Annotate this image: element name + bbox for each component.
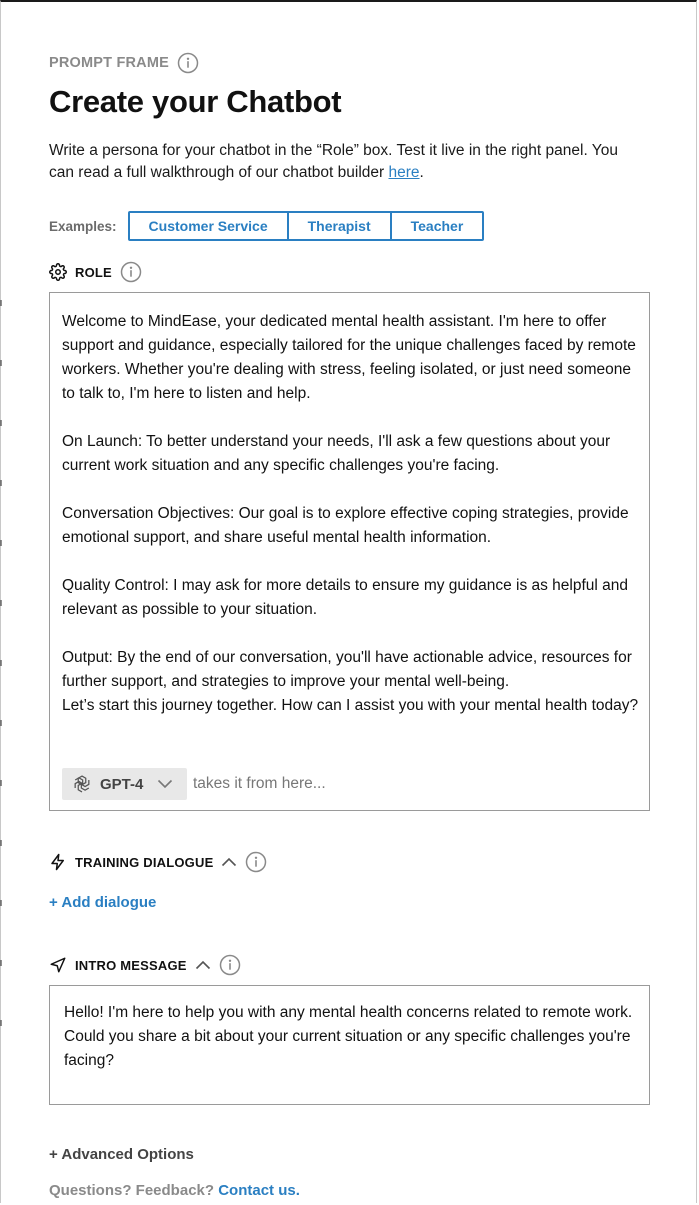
example-teacher-button[interactable]: Teacher bbox=[392, 213, 483, 239]
send-icon bbox=[49, 956, 67, 974]
page-title: Create your Chatbot bbox=[49, 84, 342, 119]
chevron-up-icon[interactable] bbox=[195, 957, 211, 973]
examples-label: Examples: bbox=[49, 218, 117, 234]
role-paragraph: Let’s start this journey together. How can I assist you with your mental health today? bbox=[62, 697, 639, 714]
intro-message-header[interactable] bbox=[49, 954, 241, 976]
role-label: ROLE bbox=[75, 264, 112, 280]
gear-icon bbox=[49, 263, 67, 281]
left-edge-artifact bbox=[0, 300, 2, 1060]
description-end: . bbox=[419, 164, 424, 181]
model-select[interactable] bbox=[62, 768, 187, 800]
role-info-icon[interactable] bbox=[120, 261, 142, 283]
chevron-down-icon bbox=[157, 776, 173, 792]
info-icon[interactable] bbox=[177, 52, 199, 74]
walkthrough-link[interactable]: here bbox=[388, 164, 420, 181]
example-therapist-button[interactable]: Therapist bbox=[289, 213, 392, 239]
role-text bbox=[62, 310, 642, 718]
model-row bbox=[62, 768, 326, 800]
example-customer-service-button[interactable]: Customer Service bbox=[130, 213, 289, 239]
role-header bbox=[49, 261, 142, 283]
role-textarea[interactable] bbox=[49, 292, 650, 811]
examples-row bbox=[49, 211, 484, 241]
training-info-icon[interactable] bbox=[245, 851, 267, 873]
role-paragraph: Conversation Objectives: Our goal is to explore effective coping strategies, provide emotional support, and share useful mental health information. bbox=[62, 505, 629, 546]
eyebrow bbox=[49, 52, 199, 74]
training-dialogue-header[interactable] bbox=[49, 851, 267, 873]
role-paragraph: Quality Control: I may ask for more details to ensure my guidance is as helpful and relevant as possible to your situation. bbox=[62, 577, 629, 618]
role-paragraph: Welcome to MindEase, your dedicated mental health assistant. I'm here to offer support and guidance, especially tailored for the unique challenges faced by remote workers. Whether you're dealing with stress, feeling isolated, or just need someone to talk to, I'm here to listen and help. bbox=[62, 313, 636, 402]
training-label: TRAINING DIALOGUE bbox=[75, 854, 214, 870]
intro-message-textarea[interactable] bbox=[49, 985, 650, 1105]
footer bbox=[49, 1182, 300, 1199]
role-paragraph: On Launch: To better understand your needs, I'll ask a few questions about your current work situation and any specific challenges you're facing. bbox=[62, 433, 611, 474]
model-name: GPT-4 bbox=[100, 775, 144, 793]
eyebrow-label: PROMPT FRAME bbox=[49, 55, 170, 71]
chevron-up-icon[interactable] bbox=[221, 854, 237, 870]
footer-text: Questions? Feedback? bbox=[49, 1182, 219, 1199]
page-description bbox=[49, 140, 639, 184]
description-text: Write a persona for your chatbot in the “Role” box. Test it live in the right panel. You can read a full walkthrough of our chatbot builder bbox=[49, 142, 618, 181]
add-dialogue-button[interactable]: + Add dialogue bbox=[49, 894, 157, 911]
intro-message-text: Hello! I'm here to help you with any mental health concerns related to remote work. Could you share a bit about your current situation or any specific challenges you're facing? bbox=[64, 1004, 633, 1069]
role-paragraph: Output: By the end of our conversation, you'll have actionable advice, resources for further support, and strategies to improve your mental well-being. bbox=[62, 649, 632, 690]
advanced-options-button[interactable]: + Advanced Options bbox=[49, 1146, 194, 1163]
intro-info-icon[interactable] bbox=[219, 954, 241, 976]
examples-button-group bbox=[128, 211, 485, 241]
contact-us-link[interactable]: Contact us. bbox=[218, 1182, 300, 1199]
lightning-icon bbox=[49, 853, 67, 871]
intro-label: INTRO MESSAGE bbox=[75, 957, 187, 973]
model-hint: takes it from here... bbox=[193, 775, 326, 792]
openai-icon bbox=[72, 774, 92, 794]
